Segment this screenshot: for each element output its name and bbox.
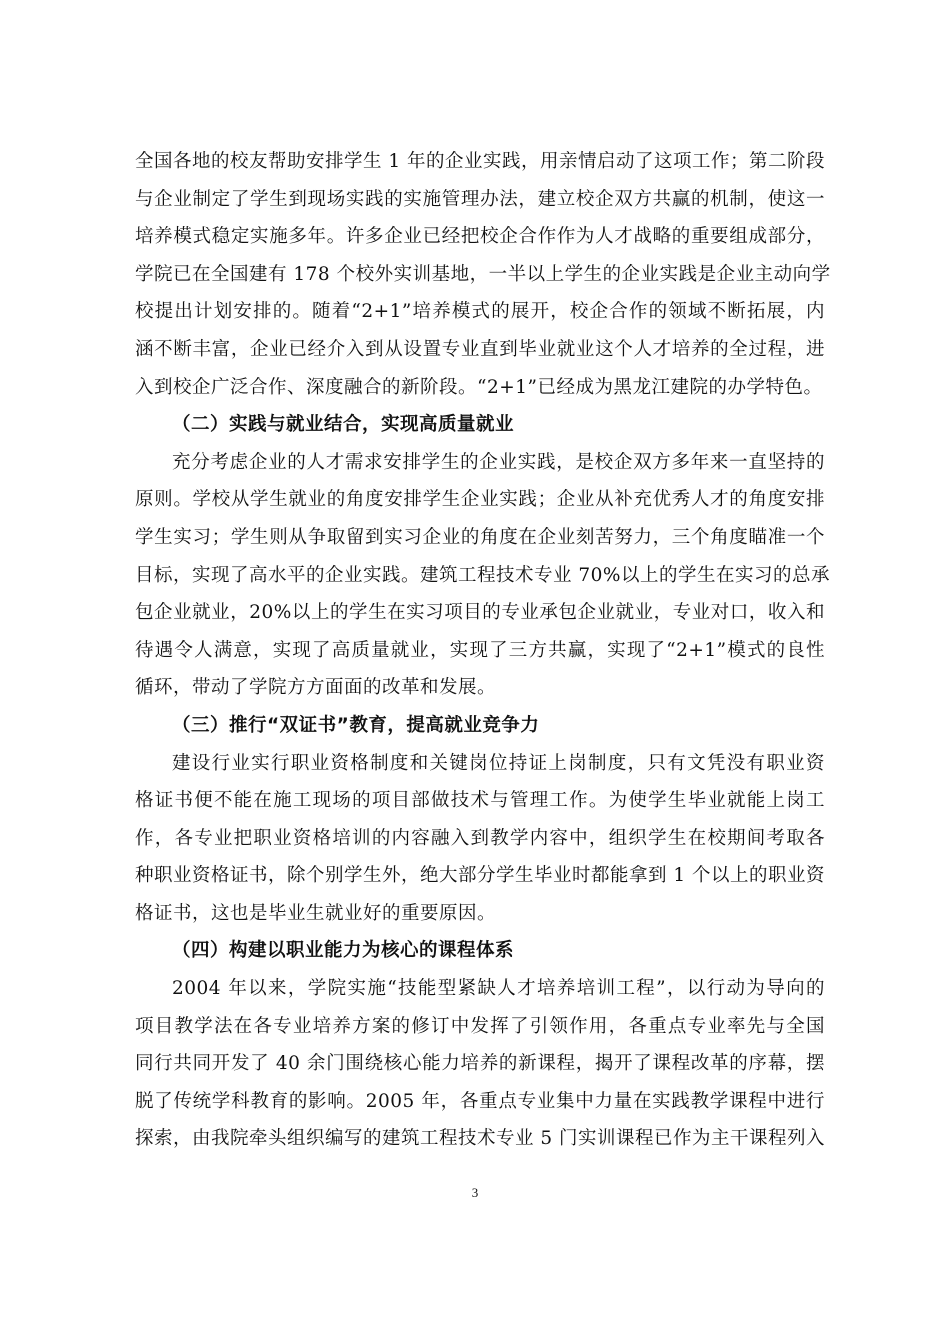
text-line: 培养模式稳定实施多年。许多企业已经把校企合作作为人才战略的重要组成部分，	[135, 226, 825, 248]
section-heading: （四）构建以职业能力为核心的课程体系	[172, 940, 515, 962]
page-number: 3	[471, 1185, 479, 1200]
paragraph	[135, 745, 825, 933]
text-line: 种职业资格证书，除个别学生外，绝大部分学生毕业时都能拿到 1 个以上的职业资	[135, 865, 826, 887]
text-line: 入到校企广泛合作、深度融合的新阶段。“2+1”已经成为黑龙江建院的办学特色。	[135, 376, 823, 398]
section-heading: （三）推行“双证书”教育，提高就业竞争力	[172, 714, 540, 736]
text-line: 涵不断丰富，企业已经介入到从设置专业直到毕业就业这个人才培养的全过程，进	[135, 338, 825, 360]
text-line: 与企业制定了学生到现场实践的实施管理办法，建立校企双方共赢的机制，使这一	[135, 188, 825, 210]
section-heading: （二）实践与就业结合，实现高质量就业	[172, 414, 515, 436]
text-line: 校提出计划安排的。随着“2+1”培养模式的展开，校企合作的领域不断拓展，内	[135, 301, 825, 323]
text-line: 脱了传统学科教育的影响。2005 年，各重点专业集中力量在实践教学课程中进行	[135, 1090, 825, 1112]
text-line: 格证书便不能在施工现场的项目部做技术与管理工作。为使学生毕业就能上岗工	[135, 790, 825, 812]
text-line: 格证书，这也是毕业生就业好的重要原因。	[135, 902, 497, 924]
text-line: 循环，带动了学院方方面面的改革和发展。	[135, 677, 497, 699]
paragraph	[135, 444, 831, 707]
text-line: 学院已在全国建有 178 个校外实训基地，一半以上学生的企业实践是企业主动向学	[135, 263, 831, 285]
text-line: 探索，由我院牵头组织编写的建筑工程技术专业 5 门实训课程已作为主干课程列入	[135, 1128, 826, 1150]
paragraph	[135, 970, 825, 1158]
text-line: 学生实习；学生则从争取留到实习企业的角度在企业刻苦努力，三个角度瞄准一个	[135, 526, 825, 548]
text-line: 待遇令人满意，实现了高质量就业，实现了三方共赢，实现了“2+1”模式的良性	[135, 639, 825, 661]
text-line: 建设行业实行职业资格制度和关键岗位持证上岗制度，只有文凭没有职业资	[172, 752, 825, 774]
text-line: 目标，实现了高水平的企业实践。建筑工程技术专业 70%以上的学生在实习的总承	[135, 564, 831, 586]
text-line: 包企业就业，20%以上的学生在实习项目的专业承包企业就业，专业对口，收入和	[135, 602, 825, 624]
document-body	[135, 143, 831, 1158]
text-line: 作，各专业把职业资格培训的内容融入到教学内容中，组织学生在校期间考取各	[135, 827, 825, 849]
text-line: 项目教学法在各专业培养方案的修订中发挥了引领作用，各重点专业率先与全国	[135, 1015, 825, 1037]
text-line: 2004 年以来，学院实施“技能型紧缺人才培养培训工程”，以行动为导向的	[172, 978, 825, 1000]
text-line: 全国各地的校友帮助安排学生 1 年的企业实践，用亲情启动了这项工作；第二阶段	[135, 151, 826, 172]
paragraph	[135, 143, 831, 406]
text-line: 原则。学校从学生就业的角度安排学生企业实践；企业从补充优秀人才的角度安排	[135, 489, 825, 511]
text-line: 充分考虑企业的人才需求安排学生的企业实践，是校企双方多年来一直坚持的	[172, 451, 825, 473]
text-line: 同行共同开发了 40 余门围绕核心能力培养的新课程，揭开了课程改革的序幕，摆	[135, 1053, 825, 1075]
